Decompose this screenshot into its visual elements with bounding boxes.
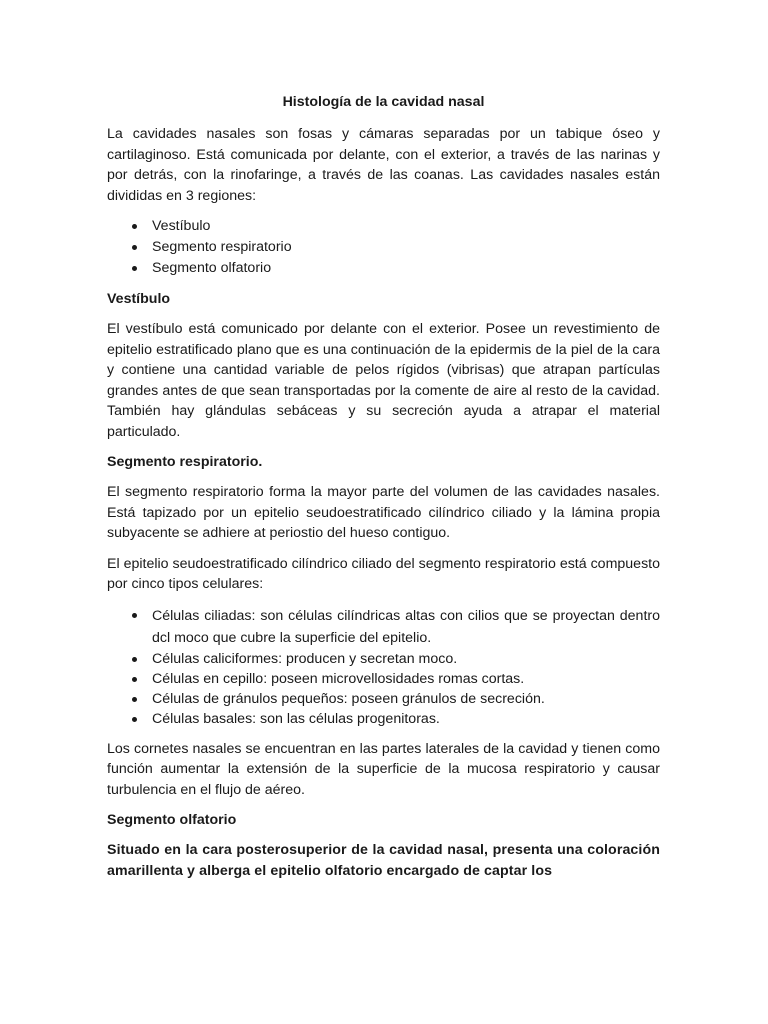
list-item: Segmento respiratorio [152,237,660,258]
cell-types-list [107,605,660,729]
respiratorio-paragraph-2: El epitelio seudoestratificado cilíndrico ciliado del segmento respiratorio está compuesto por cinco tipos celulares: [107,555,660,592]
vestibulo-paragraph: El vestíbulo está comunicado por delante con el exterior. Posee un revestimiento de epitelio estratificado plano que es una continuación de la epidermis de la piel de la cara y contiene una cantidad variable de pelos rígidos (vibrisas) que atrapan partículas grandes antes de que sean transportadas por la comente de aire al resto de la cavidad. También hay glándulas sebáceas y su secreción ayuda a atrapar el material particulado. [107,321,660,440]
respiratorio-paragraph-3: Los cornetes nasales se encuentran en las partes laterales de la cavidad y tienen como función aumentar la extensión de la superficie de la mucosa respiratorio y causar turbulencia en el flujo de aéreo. [107,740,660,798]
section-heading-olfatorio: Segmento olfatorio [107,812,237,828]
list-item: Células ciliadas: son células cilíndricas altas con cilios que se proyectan dentro dcl moco que cubre la superficie del epitelio. [152,605,660,649]
olfatorio-paragraph: Situado en la cara posterosuperior de la cavidad nasal, presenta una coloración amarillenta y alberga el epitelio olfatorio encargado de captar los [107,842,660,879]
list-item: Células caliciformes: producen y secretan moco. [152,649,660,669]
respiratorio-paragraph-1: El segmento respiratorio forma la mayor parte del volumen de las cavidades nasales. Está tapizado por un epitelio seudoestratificado cilíndrico ciliado y la lámina propia subyacente se adhiere at periostio del hueso contiguo. [107,484,660,541]
list-item: Células en cepillo: poseen microvellosidades romas cortas. [152,669,660,689]
list-item: Vestíbulo [152,216,660,237]
intro-paragraph: La cavidades nasales son fosas y cámaras separadas por un tabique óseo y cartilaginoso. Está comunicada por delante, con el exterior, a través de las narinas y por detrás, con la rinofaringe, a través de las coanas. Las cavidades nasales están divididas en 3 regiones: [107,126,660,204]
list-item: Células de gránulos pequeños: poseen gránulos de secreción. [152,689,660,709]
document-body [107,92,660,891]
regions-list [107,216,660,279]
section-heading-respiratorio: Segmento respiratorio. [107,454,263,470]
list-item: Segmento olfatorio [152,258,660,279]
page-title: Histología de la cavidad nasal [282,94,485,110]
section-heading-vestibulo: Vestíbulo [107,291,171,307]
list-item: Células basales: son las células progenitoras. [152,709,660,729]
